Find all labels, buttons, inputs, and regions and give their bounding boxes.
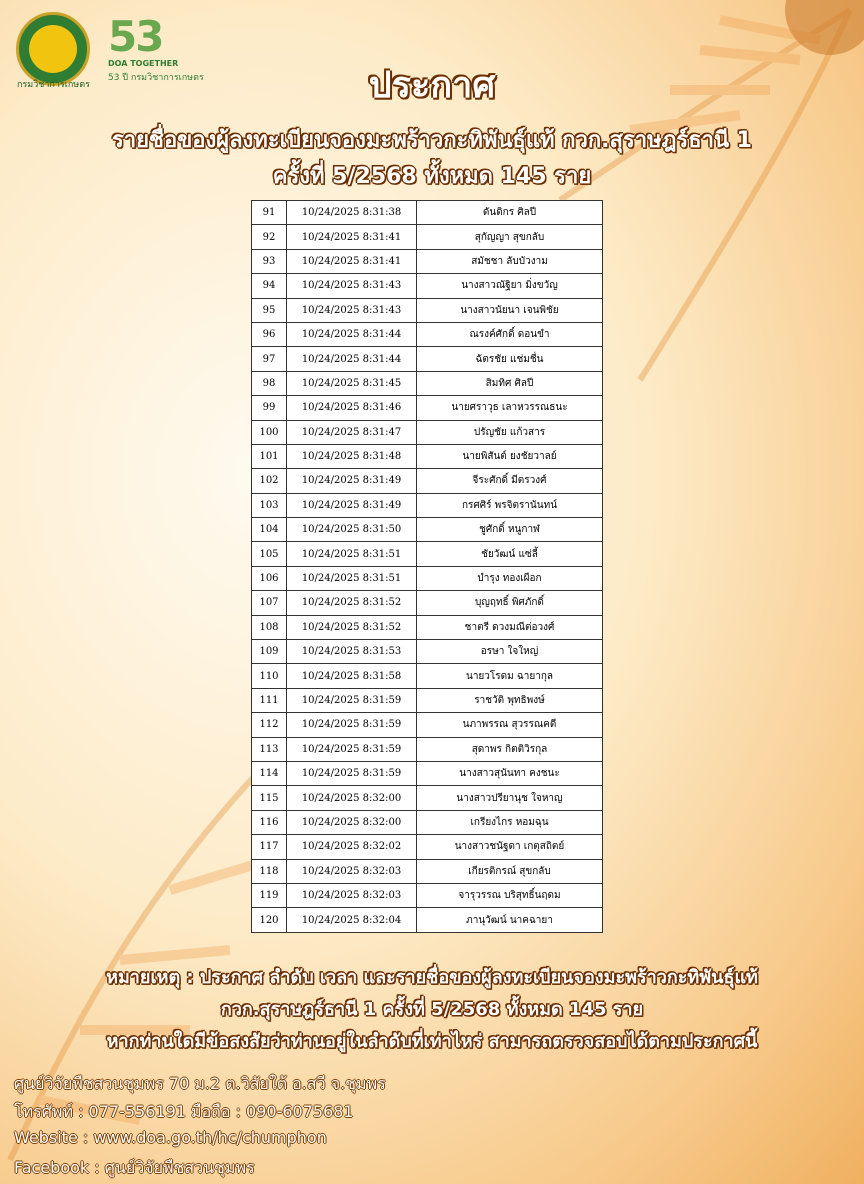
table-row <box>252 664 603 688</box>
row-name: ณรงค์ศักดิ์ ดอนขำ <box>417 322 603 346</box>
row-name: นางสาวณัฐิยา มิ่งขวัญ <box>417 274 603 298</box>
row-time: 10/24/2025 8:32:00 <box>287 810 417 834</box>
row-number: 116 <box>252 810 287 834</box>
subtitle-line-2: ครั้งที่ 5/2568 ทั้งหมด 145 ราย <box>272 164 592 189</box>
row-name: ชาตรี ดวงมณีต่อวงศ์ <box>417 615 603 639</box>
row-time: 10/24/2025 8:31:49 <box>287 493 417 517</box>
row-number: 91 <box>252 201 287 225</box>
row-number: 100 <box>252 420 287 444</box>
row-time: 10/24/2025 8:31:51 <box>287 542 417 566</box>
page-title: ประกาศ <box>368 65 496 106</box>
table-row <box>252 713 603 737</box>
table-row <box>252 640 603 664</box>
row-name: นภาพรรณ สุวรรณคดี <box>417 713 603 737</box>
row-name: เกรียงไกร หอมฉุน <box>417 810 603 834</box>
row-time: 10/24/2025 8:31:59 <box>287 688 417 712</box>
row-name: จารุวรรณ บริสุทธิ์นฤดม <box>417 883 603 907</box>
row-name: นางสาวปรียานุช ใจหาญ <box>417 786 603 810</box>
row-time: 10/24/2025 8:31:52 <box>287 591 417 615</box>
row-name: สิมทิศ ศิลปี <box>417 371 603 395</box>
table-row <box>252 469 603 493</box>
row-name: บุญฤทธิ์ พิศภักดิ์ <box>417 591 603 615</box>
subtitle-line-1: รายชื่อของผู้ลงทะเบียนจองมะพร้าวกะทิพันธุ์แท้ กวก.สุราษฎร์ธานี 1 <box>111 128 752 153</box>
row-number: 93 <box>252 249 287 273</box>
table-row <box>252 737 603 761</box>
row-number: 98 <box>252 371 287 395</box>
table-row <box>252 322 603 346</box>
table-row <box>252 883 603 907</box>
row-name: ฉัตรชัย แช่มชื่น <box>417 347 603 371</box>
row-time: 10/24/2025 8:31:59 <box>287 761 417 785</box>
row-number: 108 <box>252 615 287 639</box>
row-time: 10/24/2025 8:32:04 <box>287 908 417 932</box>
row-number: 103 <box>252 493 287 517</box>
table-row <box>252 566 603 590</box>
table-row <box>252 908 603 932</box>
contact-facebook[interactable]: Facebook : ศูนย์วิจัยพืชสวนชุมพร <box>14 1158 255 1177</box>
row-name: นายวโรดม ฉายากุล <box>417 664 603 688</box>
table-row <box>252 859 603 883</box>
row-name: จีระศักดิ์ มีตรวงศ์ <box>417 469 603 493</box>
row-number: 110 <box>252 664 287 688</box>
table-row <box>252 786 603 810</box>
table-row <box>252 761 603 785</box>
row-name: นายพิสันต์ ยงชัยวาลย์ <box>417 444 603 468</box>
row-time: 10/24/2025 8:32:03 <box>287 859 417 883</box>
row-time: 10/24/2025 8:31:45 <box>287 371 417 395</box>
row-number: 105 <box>252 542 287 566</box>
anniversary-caption: 53 ปี กรมวิชาการเกษตร <box>108 72 204 83</box>
row-number: 104 <box>252 518 287 542</box>
row-number: 94 <box>252 274 287 298</box>
row-time: 10/24/2025 8:31:59 <box>287 713 417 737</box>
table-row <box>252 542 603 566</box>
row-number: 109 <box>252 640 287 664</box>
row-number: 106 <box>252 566 287 590</box>
table-row <box>252 615 603 639</box>
row-time: 10/24/2025 8:31:49 <box>287 469 417 493</box>
row-name: สมัชชา ลับบัวงาม <box>417 249 603 273</box>
row-time: 10/24/2025 8:31:46 <box>287 396 417 420</box>
row-name: สุดาพร กิตติวิรกุล <box>417 737 603 761</box>
table-row <box>252 493 603 517</box>
table-row <box>252 810 603 834</box>
row-name: กรศศิร์ พรจิตรานันทน์ <box>417 493 603 517</box>
row-time: 10/24/2025 8:31:43 <box>287 298 417 322</box>
row-number: 112 <box>252 713 287 737</box>
row-number: 120 <box>252 908 287 932</box>
row-number: 117 <box>252 835 287 859</box>
table-row <box>252 371 603 395</box>
row-name: นางสาวชนัฐดา เกตุสถิตย์ <box>417 835 603 859</box>
table-row <box>252 298 603 322</box>
table-row <box>252 444 603 468</box>
row-number: 118 <box>252 859 287 883</box>
row-time: 10/24/2025 8:31:50 <box>287 518 417 542</box>
row-time: 10/24/2025 8:31:52 <box>287 615 417 639</box>
row-time: 10/24/2025 8:31:47 <box>287 420 417 444</box>
row-time: 10/24/2025 8:31:41 <box>287 225 417 249</box>
row-number: 111 <box>252 688 287 712</box>
row-time: 10/24/2025 8:31:41 <box>287 249 417 273</box>
table-row <box>252 396 603 420</box>
row-name: ภานุวัฒน์ นาคฉายา <box>417 908 603 932</box>
table-row <box>252 835 603 859</box>
table-row <box>252 347 603 371</box>
row-time: 10/24/2025 8:31:38 <box>287 201 417 225</box>
row-time: 10/24/2025 8:31:48 <box>287 444 417 468</box>
row-name: บำรุง ทองเผือก <box>417 566 603 590</box>
row-number: 96 <box>252 322 287 346</box>
row-name: สุกัญญา สุขกลับ <box>417 225 603 249</box>
table-row <box>252 249 603 273</box>
row-number: 107 <box>252 591 287 615</box>
contact-website[interactable]: Website : www.doa.go.th/hc/chumphon <box>14 1128 327 1147</box>
table-row <box>252 591 603 615</box>
row-time: 10/24/2025 8:31:44 <box>287 322 417 346</box>
note-line-2: กวก.สุราษฎร์ธานี 1 ครั้งที่ 5/2568 ทั้งหมด 145 ราย <box>220 999 644 1020</box>
row-name: เกียรติกรณ์ สุขกลับ <box>417 859 603 883</box>
row-number: 113 <box>252 737 287 761</box>
row-number: 92 <box>252 225 287 249</box>
row-name: อรษา ใจใหญ่ <box>417 640 603 664</box>
table-row <box>252 688 603 712</box>
row-name: นางสาวนัยนา เจนพิชัย <box>417 298 603 322</box>
row-name: นายศราวุธ เลาหวรรณธนะ <box>417 396 603 420</box>
row-name: ชูศักดิ์ หนูกาฬ <box>417 518 603 542</box>
contact-phone: โทรศัพท์ : 077-556191 มือถือ : 090-6075681 <box>14 1102 354 1121</box>
row-number: 101 <box>252 444 287 468</box>
row-name: ปรัญชัย แก้วสาร <box>417 420 603 444</box>
row-time: 10/24/2025 8:31:51 <box>287 566 417 590</box>
row-name: นางสาวสุนันทา คงชนะ <box>417 761 603 785</box>
table-row <box>252 518 603 542</box>
row-number: 97 <box>252 347 287 371</box>
anniversary-number: 53 <box>108 11 163 61</box>
row-time: 10/24/2025 8:31:58 <box>287 664 417 688</box>
row-number: 95 <box>252 298 287 322</box>
table-row <box>252 274 603 298</box>
row-number: 119 <box>252 883 287 907</box>
row-time: 10/24/2025 8:32:00 <box>287 786 417 810</box>
row-time: 10/24/2025 8:31:59 <box>287 737 417 761</box>
row-time: 10/24/2025 8:32:02 <box>287 835 417 859</box>
row-number: 115 <box>252 786 287 810</box>
note-line-3: หากท่านใดมีข้อสงสัยว่าท่านอยู่ในลำดับที่เท่าไหร่ สามารถตรวจสอบได้ตามประกาศนี้ <box>106 1031 758 1052</box>
row-name: ดันดิกร ศิลปี <box>417 201 603 225</box>
row-number: 114 <box>252 761 287 785</box>
row-name: ราชวัติ พุทธิพงษ์ <box>417 688 603 712</box>
anniversary-tag: DOA TOGETHER <box>108 58 179 68</box>
row-time: 10/24/2025 8:32:03 <box>287 883 417 907</box>
table-row <box>252 201 603 225</box>
note-line-1: หมายเหตุ : ประกาศ ลำดับ เวลา และรายชื่อของผู้ลงทะเบียนจองมะพร้าวกะทิพันธุ์แท้ <box>106 967 758 988</box>
registration-table <box>251 200 603 933</box>
row-number: 99 <box>252 396 287 420</box>
contact-address: ศูนย์วิจัยพืชสวนชุมพร 70 ม.2 ต.วิสัยใต้ อ.สวี จ.ชุมพร <box>14 1074 386 1093</box>
doa-logo-caption: กรมวิชาการเกษตร <box>17 80 90 90</box>
row-time: 10/24/2025 8:31:53 <box>287 640 417 664</box>
row-number: 102 <box>252 469 287 493</box>
table-row <box>252 420 603 444</box>
row-time: 10/24/2025 8:31:44 <box>287 347 417 371</box>
table-row <box>252 225 603 249</box>
row-time: 10/24/2025 8:31:43 <box>287 274 417 298</box>
row-name: ชัยวัฒน์ แซ่ลี้ <box>417 542 603 566</box>
